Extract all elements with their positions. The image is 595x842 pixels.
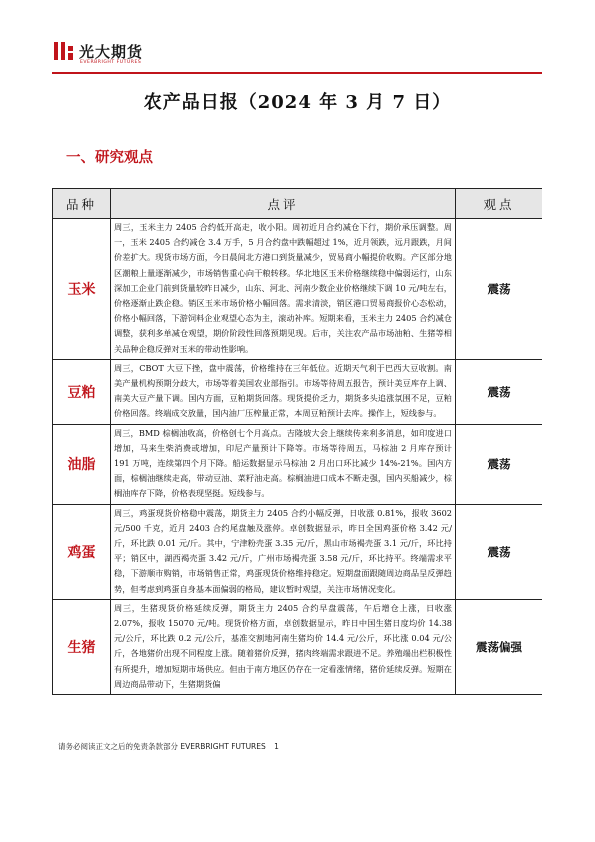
table-row [53,424,543,504]
company-name: 光大期货 [79,43,144,61]
row-view: 震荡 [456,424,543,504]
research-table-container [52,188,542,737]
page-number: 1 [274,742,279,751]
row-variety: 鸡蛋 [53,504,111,599]
table-row [53,219,543,360]
report-title: 农产品日报（2024 年 3 月 7 日） [143,92,452,113]
research-table [52,188,542,695]
table-row [53,359,543,424]
header-comment: 点评 [111,189,456,219]
header-variety: 品种 [53,189,111,219]
row-variety: 生猪 [53,599,111,694]
row-comment: 周三，生猪现货价格延续反弹，期货主力 2405 合约早盘震荡，午后增仓上涨，日收涨 2.07%，报收 15070 元/吨。现货价格方面，卓创数据显示，昨日中国生猪日度均价 14.38 元/公斤，环比跌 0.2 元/公斤，基准交割地河南生猪均价 14.4 元/公斤，环比涨 0.04 元/公斤，各地猪价出现不同程度上涨。随着猪价反弹，猪肉终端需求跟进不足。养殖端出栏积极性有所提升，增加短期市场供应。但由于南方地区仍存在一定看涨情绪，猪价延续反弹。短期在周边商品带动下，生猪期货偏 [111,599,456,694]
row-comment: 周三，BMD 棕榈油收高，价格创七个月高点。吉隆坡大会上继续传来利多消息，如印度进口增加，马来生柴消费或增加，印尼产量预计下降等。市场等待周五，马棕油 2 月库存预计 191 万吨，连续第四个月下降。船运数据显示马棕油 2 月出口环比减少 14%-21%。国内方面，棕榈油继续走高，带动豆油、菜籽油走高。棕榈油进口成本不断走强，国内买船减少，棕榈油库存下降，价格表现坚挺。短线参与。 [111,424,456,504]
footer-disclaimer: 请务必阅读正文之后的免责条款部分 EVERBRIGHT FUTURES [58,742,266,751]
row-view: 震荡 [456,219,543,360]
row-comment: 周三，玉米主力 2405 合约低开高走，收小阳。周初近月合约减仓下行，期价承压调整。周一，玉米 2405 合约减仓 3.4 万手，5 月合约盘中跌幅超过 1%，近月领跌，远月跟跌，月间价差扩大。现货市场方面，今日晨间北方港口到货量减少，贸易商小幅提价收购。产区部分地区潮粮上量逐渐减少，市场销售重心向干粮转移。华北地区玉米价格继续稳中偏弱运行，山东深加工企业门前到货量较昨日减少，山东、河北、河南少数企业价格继续下调 10 元/吨左右，价格逐渐止跌企稳。销区玉米市场价格小幅回落。需求清淡，销区港口贸易商报价心态松动，价格小幅回落，下游饲料企业观望心态为主，滚动补库。短期来看，玉米主力 2405 合约减仓调整，获利多单减仓观望，期价阶段性回落预期见现。后市，关注农产品市场油粕、生猪等相关品种企稳反弹对玉米的带动性影响。 [111,219,456,360]
section-heading: 一、研究观点 [66,149,153,166]
row-variety: 玉米 [53,219,111,360]
page-footer [58,741,279,752]
table-header-row [53,189,543,219]
header-divider [52,72,542,74]
header-view: 观点 [456,189,543,219]
everbright-logo-icon [52,40,76,62]
table-row [53,599,543,694]
table-row [53,504,543,599]
company-name-en: EVERBRIGHT FUTURES [80,60,142,65]
row-comment: 周三，鸡蛋现货价格稳中震荡，期货主力 2405 合约小幅反弹，日收涨 0.81%，报收 3602 元/500 千克，近月 2403 合约尾盘触及涨停。卓创数据显示，昨日全国鸡蛋价格 3.42 元/斤，环比跌 0.01 元/斤。其中，宁津粉壳蛋 3.35 元/斤，黑山市场褐壳蛋 3.1 元/斤，环比持平；销区中，湖西褐壳蛋 3.42 元/斤，广州市场褐壳蛋 3.58 元/斤，环比持平。终端需求平稳，下游顺市购销，市场销售正常，鸡蛋现货价格维持稳定。短期盘面跟随周边商品呈反弹趋势，但考虑到鸡蛋自身基本面偏弱的格局，建议暂时观望，关注市场情况变化。 [111,504,456,599]
row-variety: 油脂 [53,424,111,504]
row-view: 震荡 [456,359,543,424]
row-comment: 周三，CBOT 大豆下挫，盘中震荡，价格维持在三年低位。近期天气利于巴西大豆收割。南美产量机构预期分歧大，市场等着美国农业部指引。市场等待周五报告，预计美豆库存上调、南美大豆产量下调。国内方面，豆粕期货回落。现货提价乏力，期货多头追涨氛围不足，豆粕价格回落。终端成交放量，国内油厂压榨量正常，本周豆粕预计去库。操作上，短线参与。 [111,359,456,424]
row-view: 震荡 [456,504,543,599]
row-variety: 豆粕 [53,359,111,424]
row-view: 震荡偏强 [456,599,543,694]
